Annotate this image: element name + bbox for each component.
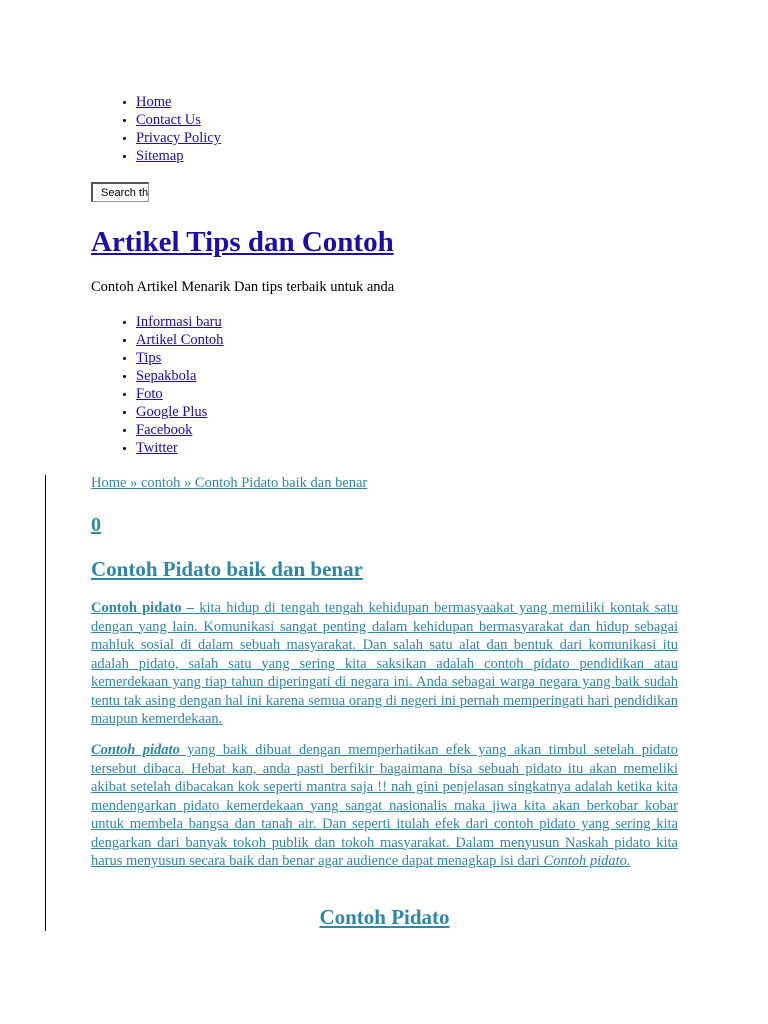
category-link-foto[interactable]: Foto [136, 386, 163, 402]
nav-link-contact-us[interactable]: Contact Us [136, 112, 201, 128]
category-link-artikel-contoh[interactable]: Artikel Contoh [136, 332, 224, 348]
top-nav-menu [0, 93, 221, 165]
article-text: kita hidup di tengah tengah kehidupan bermasyaakat yang memiliki kontak satu dengan yang lain. Komunikasi sangat penting dalam kehidupan bermasyarakat dan hidup sebagai mahluk sosial di dalam sebuah masyarakat. Dan salah satu alat dan bentuk dari komunikasi itu adalah pidato, salah satu yang sering kita saksikan adalah contoh pidato pendidikan atau kemerdekaan yang tiap tahun diperingati di negara ini. Anda sebagai warga negara yang baik sudah tentu tak asing dengan hal ini karena semua orang di negeri ini pernah memperingati hari pendidikan maupun kemerdekaan. [91, 600, 679, 727]
article-paragraph[interactable] [91, 741, 678, 871]
category-nav-menu [0, 313, 223, 457]
content-divider [45, 475, 46, 931]
nav-item-privacy [136, 129, 221, 147]
post-title-link[interactable]: Contoh Pidato baik dan benar [91, 557, 363, 581]
breadcrumb-home-link[interactable]: Home [91, 475, 127, 491]
nav-item-sitemap [136, 147, 221, 165]
category-item [136, 421, 223, 439]
site-title [91, 222, 394, 262]
category-item [136, 385, 223, 403]
section-heading: Contoh Pidato [319, 905, 450, 929]
category-item [136, 313, 223, 331]
category-link-informasi-baru[interactable]: Informasi baru [136, 314, 222, 330]
article-lead-keyword: Contoh pidato [91, 742, 180, 758]
breadcrumb [91, 474, 367, 492]
comment-count-link[interactable]: 0 [91, 514, 101, 536]
article-text: yang baik dibuat dengan memperhatikan efek yang akan timbul setelah pidato tersebut dibaca. Hebat kan, anda pasti berfikir bagaimana bisa sebuah pidato itu akan memeliki akibat setelah dibacakan kok seperti mantra saja !! nah gini penjelasan singkatnya adalah ketika kita mendengarkan pidato kemerdekaan yang sangat nasionalis maka jiwa kita akan berkobar kobar untuk membela bangsa dan tanah air. Dan seperti itulah efek dari contoh pidato yang sering kita dengarkan dari banyak tokoh publik dan tokoh masyarakat. Dalam menyusun Naskah pidato kita harus menyusun secara baik dan benar agar audience dapat menagkap isi dari [91, 742, 678, 869]
site-title-link[interactable]: Artikel Tips dan Contoh [91, 226, 394, 258]
article-lead-keyword: Contoh pidato – [91, 600, 195, 616]
nav-item-contact [136, 111, 221, 129]
article-paragraph[interactable] [91, 599, 678, 729]
category-link-twitter[interactable]: Twitter [136, 440, 178, 456]
category-item [136, 331, 223, 349]
category-item [136, 403, 223, 421]
nav-link-privacy-policy[interactable]: Privacy Policy [136, 130, 221, 146]
nav-link-sitemap[interactable]: Sitemap [136, 148, 184, 164]
category-item [136, 349, 223, 367]
category-link-facebook[interactable]: Facebook [136, 422, 193, 438]
category-link-tips[interactable]: Tips [136, 350, 162, 366]
breadcrumb-current-link[interactable]: Contoh Pidato baik dan benar [194, 475, 368, 491]
breadcrumb-separator: » [180, 475, 195, 491]
site-tagline: Contoh Artikel Menarik Dan tips terbaik untuk anda [91, 279, 395, 295]
category-item [136, 367, 223, 385]
comment-count [91, 512, 101, 538]
article-tail-keyword: Contoh pidato. [543, 853, 631, 869]
category-item [136, 439, 223, 457]
nav-link-home[interactable]: Home [136, 94, 172, 110]
category-link-google-plus[interactable]: Google Plus [136, 404, 208, 420]
category-link-sepakbola[interactable]: Sepakbola [136, 368, 197, 384]
search-input[interactable] [91, 182, 149, 202]
breadcrumb-separator: » [126, 475, 141, 491]
post-title [91, 555, 363, 583]
breadcrumb-category-link[interactable]: contoh [140, 475, 181, 491]
nav-item-home [136, 93, 221, 111]
